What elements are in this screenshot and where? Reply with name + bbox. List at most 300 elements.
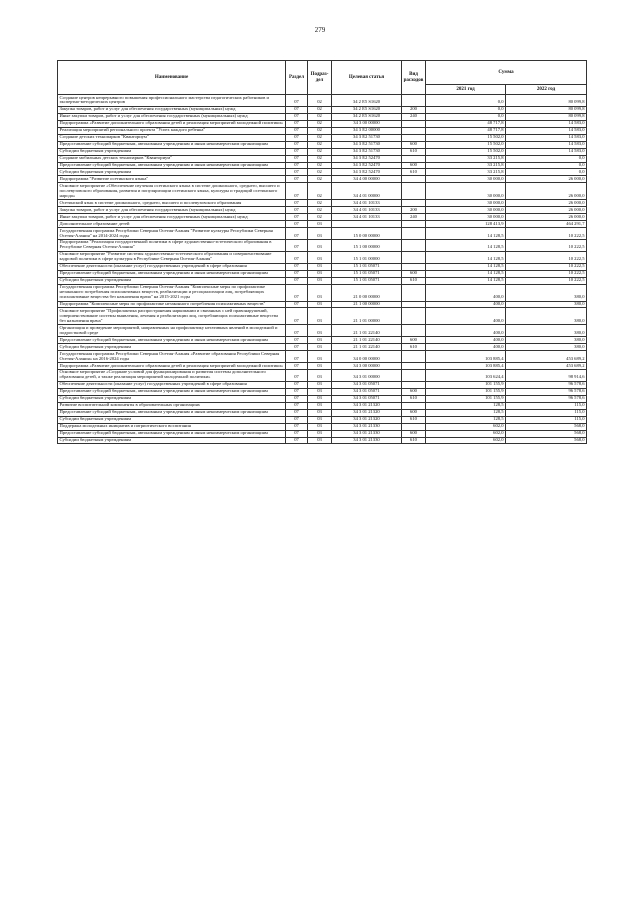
table-row <box>58 284 587 301</box>
row-name: Предоставление субсидий бюджетным, автономным учреждениям и иным некоммерческим организациям <box>58 337 286 344</box>
table-row <box>58 221 587 228</box>
row-sum-2022: 80 099,8 <box>506 95 587 107</box>
row-target-article: 34 2 E5 S1620 <box>332 113 402 120</box>
row-target-article: 34 3 01 21320 <box>332 416 402 423</box>
row-sum-2021: 128 413,9 <box>426 221 506 228</box>
row-name: Субсидии бюджетным учреждениям <box>58 148 286 155</box>
row-expense-type <box>402 325 426 337</box>
table-row <box>58 423 587 430</box>
row-subsection: 03 <box>308 263 332 270</box>
row-target-article: 34 3 01 00000 <box>332 369 402 381</box>
row-sum-2021: 400,0 <box>426 301 506 308</box>
row-subsection: 02 <box>308 162 332 169</box>
row-name: Государственная программа Республики Северная Осетия-Алания "Комплексные меры по профилактике незаконного потребления психоактивных веществ, реабилитации и ресоциализации лиц, потребляющих психоактивные вещества без назначения врача" на 2015-2021 годы <box>58 284 286 301</box>
row-subsection: 03 <box>308 270 332 277</box>
row-name: Основное мероприятие "Развитие системы художественно-эстетического образования и совершенствование кадровой политики в сфере культуры в Республике Северная Осетия-Алания" <box>58 251 286 263</box>
row-sum-2022: 380,0 <box>506 308 587 325</box>
row-target-article: 34 3 01 05071 <box>332 388 402 395</box>
row-target-article: 34 3 E2 51730 <box>332 141 402 148</box>
row-target-article: 21 1 01 22140 <box>332 344 402 351</box>
row-sum-2021: 602,0 <box>426 430 506 437</box>
row-expense-type: 200 <box>402 207 426 214</box>
row-sum-2022: 115,0 <box>506 416 587 423</box>
row-target-article: 34 2 E5 S1620 <box>332 95 402 107</box>
table-row <box>58 141 587 148</box>
row-name: Обеспечение деятельности (оказание услуг) государственных учреждений в сфере образования <box>58 381 286 388</box>
row-subsection: 03 <box>308 308 332 325</box>
row-sum-2022: 98 914,6 <box>506 369 587 381</box>
row-sum-2022: 0,0 <box>506 162 587 169</box>
row-target-article <box>332 221 402 228</box>
row-sum-2021: 400,0 <box>426 308 506 325</box>
row-subsection: 03 <box>308 344 332 351</box>
row-name: Субсидии бюджетным учреждениям <box>58 344 286 351</box>
row-name: Предоставление субсидий бюджетным, автономным учреждениям и иным некоммерческим организациям <box>58 430 286 437</box>
row-sum-2022: 26 000,0 <box>506 214 587 221</box>
row-section: 07 <box>286 141 308 148</box>
row-target-article: 21 1 01 22140 <box>332 337 402 344</box>
row-name: Государственная программа Республики Северная Осетия-Алания "Развитие культуры Республики Северная Осетия-Алания" на 2014-2024 годы <box>58 228 286 240</box>
row-section: 07 <box>286 344 308 351</box>
row-subsection: 03 <box>308 402 332 409</box>
row-sum-2022: 26 000,0 <box>506 183 587 200</box>
row-section: 07 <box>286 402 308 409</box>
row-expense-type: 600 <box>402 388 426 395</box>
row-subsection: 02 <box>308 148 332 155</box>
row-name: Иные закупки товаров, работ и услуг для обеспечения государственных (муниципальных) нужд <box>58 214 286 221</box>
row-name: Основное мероприятие «Обеспечение изучения осетинского языка в системе дошкольного, среднего, высшего и послевузовского образования, развития и популяризации осетинского языка, культуры и традиций осетинского народа» <box>58 183 286 200</box>
row-sum-2022: 26 000,0 <box>506 207 587 214</box>
row-sum-2022: 96 578,6 <box>506 395 587 402</box>
row-subsection: 03 <box>308 437 332 444</box>
row-expense-type <box>402 284 426 301</box>
row-section: 07 <box>286 183 308 200</box>
row-sum-2022: 453 689,2 <box>506 363 587 370</box>
row-section: 07 <box>286 95 308 107</box>
row-section: 07 <box>286 284 308 301</box>
row-name: Реализация мероприятий регионального проекта "Успех каждого ребенка" <box>58 127 286 134</box>
row-expense-type <box>402 127 426 134</box>
row-expense-type <box>402 301 426 308</box>
row-sum-2021: 101 155,9 <box>426 381 506 388</box>
row-target-article: 34 3 E2 00000 <box>332 127 402 134</box>
row-section: 07 <box>286 221 308 228</box>
row-sum-2021: 15 502,0 <box>426 134 506 141</box>
row-sum-2021: 14 128,5 <box>426 263 506 270</box>
header-year-2021: 2021 год <box>426 85 506 95</box>
table-row <box>58 325 587 337</box>
row-target-article: 34 3 E2 51730 <box>332 148 402 155</box>
row-sum-2021: 128,5 <box>426 402 506 409</box>
table-row <box>58 200 587 207</box>
row-subsection: 02 <box>308 176 332 183</box>
row-section: 07 <box>286 277 308 284</box>
budget-table <box>57 60 587 444</box>
row-target-article: 34 3 01 21330 <box>332 423 402 430</box>
row-section: 07 <box>286 409 308 416</box>
row-subsection: 03 <box>308 369 332 381</box>
row-expense-type: 600 <box>402 409 426 416</box>
row-sum-2021: 400,0 <box>426 284 506 301</box>
table-row <box>58 183 587 200</box>
row-sum-2021: 33 215,8 <box>426 155 506 162</box>
row-section: 07 <box>286 148 308 155</box>
table-row <box>58 388 587 395</box>
row-sum-2021: 30 000,0 <box>426 183 506 200</box>
row-sum-2022: 380,0 <box>506 344 587 351</box>
row-section: 07 <box>286 363 308 370</box>
row-sum-2022: 0,0 <box>506 169 587 176</box>
table-row <box>58 134 587 141</box>
row-name: Основное мероприятие «Создание условий для функционирования и развития системы дополнительного образования детей, а также реализация мероприятий молодежной политики» <box>58 369 286 381</box>
row-expense-type: 240 <box>402 214 426 221</box>
row-expense-type <box>402 228 426 240</box>
row-target-article: 34 3 01 21320 <box>332 409 402 416</box>
row-sum-2021: 30 000,0 <box>426 200 506 207</box>
row-subsection: 03 <box>308 409 332 416</box>
row-sum-2022: 80 099,8 <box>506 113 587 120</box>
row-sum-2021: 48 717,8 <box>426 120 506 127</box>
page-number: 279 <box>314 26 326 34</box>
row-subsection: 02 <box>308 183 332 200</box>
row-target-article: 34 3 00 00000 <box>332 120 402 127</box>
row-expense-type <box>402 263 426 270</box>
table-row <box>58 301 587 308</box>
row-section: 07 <box>286 395 308 402</box>
row-sum-2022: 14 583,0 <box>506 148 587 155</box>
row-sum-2021: 400,0 <box>426 344 506 351</box>
table-row <box>58 351 587 363</box>
row-sum-2021: 30 000,0 <box>426 176 506 183</box>
row-subsection: 02 <box>308 169 332 176</box>
row-name: Предоставление субсидий бюджетным, автономным учреждениям и иным некоммерческим организациям <box>58 270 286 277</box>
row-subsection: 03 <box>308 363 332 370</box>
row-section: 07 <box>286 388 308 395</box>
row-sum-2021: 0,0 <box>426 106 506 113</box>
table-row <box>58 228 587 240</box>
row-expense-type <box>402 251 426 263</box>
row-sum-2021: 30 000,0 <box>426 207 506 214</box>
table-row <box>58 127 587 134</box>
row-target-article: 34 3 01 05071 <box>332 381 402 388</box>
row-name: Подпрограмма «Развитие дополнительного образования детей и реализация мероприятий молодежной политики» <box>58 363 286 370</box>
row-target-article: 34 3 01 21320 <box>332 402 402 409</box>
row-subsection: 02 <box>308 134 332 141</box>
row-subsection: 03 <box>308 430 332 437</box>
row-expense-type <box>402 369 426 381</box>
row-name: Основное мероприятие "Профилактика распространения наркомании и связанных с ней правонарушений, совершенствование системы выявления, лечения и реабилитации лиц, потребляющих психоактивные вещества без назначения врача" <box>58 308 286 325</box>
row-name: Предоставление субсидий бюджетным, автономным учреждениям и иным некоммерческим организациям <box>58 162 286 169</box>
row-name: Предоставление субсидий бюджетным, автономным учреждениям и иным некоммерческим организациям <box>58 409 286 416</box>
row-expense-type: 610 <box>402 169 426 176</box>
row-target-article: 34 3 E2 51730 <box>332 134 402 141</box>
row-section: 07 <box>286 263 308 270</box>
row-section: 07 <box>286 270 308 277</box>
row-sum-2021: 400,0 <box>426 325 506 337</box>
row-subsection: 02 <box>308 127 332 134</box>
row-subsection: 02 <box>308 214 332 221</box>
row-expense-type: 610 <box>402 395 426 402</box>
row-section: 07 <box>286 120 308 127</box>
row-subsection: 03 <box>308 251 332 263</box>
row-expense-type <box>402 95 426 107</box>
row-expense-type: 610 <box>402 416 426 423</box>
row-target-article: 15 1 01 05071 <box>332 263 402 270</box>
row-sum-2021: 48 717,8 <box>426 127 506 134</box>
table-row <box>58 176 587 183</box>
row-subsection: 03 <box>308 325 332 337</box>
row-sum-2022: 14 583,0 <box>506 120 587 127</box>
row-expense-type: 600 <box>402 141 426 148</box>
row-sum-2021: 14 128,5 <box>426 239 506 251</box>
table-row <box>58 337 587 344</box>
row-subsection: 03 <box>308 301 332 308</box>
row-target-article: 21 1 01 22140 <box>332 325 402 337</box>
row-sum-2022: 380,0 <box>506 301 587 308</box>
row-subsection: 03 <box>308 395 332 402</box>
row-subsection: 02 <box>308 113 332 120</box>
row-expense-type: 240 <box>402 113 426 120</box>
row-subsection: 03 <box>308 381 332 388</box>
row-sum-2021: 30 000,0 <box>426 214 506 221</box>
row-expense-type <box>402 402 426 409</box>
row-name: Предоставление субсидий бюджетным, автономным учреждениям и иным некоммерческим организациям <box>58 388 286 395</box>
row-subsection: 03 <box>308 337 332 344</box>
row-sum-2021: 128,5 <box>426 409 506 416</box>
header-expense-type: Вид расходов <box>402 61 426 95</box>
row-sum-2021: 101 155,9 <box>426 395 506 402</box>
row-section: 07 <box>286 381 308 388</box>
row-sum-2021: 33 215,8 <box>426 162 506 169</box>
row-name: Предоставление субсидий бюджетным, автономным учреждениям и иным некоммерческим организациям <box>58 141 286 148</box>
row-name: Осетинский язык в системе дошкольного, среднего, высшего и послевузовского образования <box>58 200 286 207</box>
row-expense-type: 600 <box>402 337 426 344</box>
row-sum-2022: 380,0 <box>506 337 587 344</box>
row-section: 07 <box>286 228 308 240</box>
row-subsection: 03 <box>308 351 332 363</box>
row-sum-2021: 14 128,5 <box>426 277 506 284</box>
row-sum-2022: 115,0 <box>506 409 587 416</box>
row-name: Закупка товаров, работ и услуг для обеспечения государственных (муниципальных) нужд <box>58 207 286 214</box>
row-name: Государственная программа Республики Северная Осетия-Алания «Развитие образования Республики Северная Осетия-Алания» на 2016-2024 годы <box>58 351 286 363</box>
table-row <box>58 251 587 263</box>
row-sum-2021: 128,5 <box>426 416 506 423</box>
table-row <box>58 214 587 221</box>
row-name: Иные закупки товаров, работ и услуг для обеспечения государственных (муниципальных) нужд <box>58 113 286 120</box>
row-sum-2021: 33 215,8 <box>426 169 506 176</box>
row-sum-2021: 15 502,0 <box>426 148 506 155</box>
row-sum-2022: 80 099,8 <box>506 106 587 113</box>
row-subsection: 03 <box>308 228 332 240</box>
row-sum-2022: 380,0 <box>506 284 587 301</box>
row-sum-2022: 10 222,5 <box>506 263 587 270</box>
row-expense-type: 600 <box>402 430 426 437</box>
row-sum-2022: 10 222,5 <box>506 251 587 263</box>
row-sum-2021: 103 624,4 <box>426 369 506 381</box>
row-section: 07 <box>286 423 308 430</box>
row-target-article: 21 1 00 00000 <box>332 301 402 308</box>
table-row <box>58 95 587 107</box>
row-target-article: 34 3 E2 52470 <box>332 162 402 169</box>
row-target-article: 34 3 E2 52470 <box>332 169 402 176</box>
table-row <box>58 207 587 214</box>
row-subsection: 02 <box>308 141 332 148</box>
row-target-article: 15 0 00 00000 <box>332 228 402 240</box>
row-expense-type <box>402 183 426 200</box>
table-row <box>58 277 587 284</box>
header-name: Наименование <box>58 61 286 95</box>
row-name: Создание детских технопарков "Кванториум" <box>58 134 286 141</box>
row-sum-2022: 380,0 <box>506 325 587 337</box>
header-section: Раздел <box>286 61 308 95</box>
row-sum-2021: 14 128,5 <box>426 270 506 277</box>
row-expense-type: 600 <box>402 162 426 169</box>
table-row <box>58 344 587 351</box>
header-sum: Сумма <box>426 61 587 85</box>
row-subsection: 02 <box>308 207 332 214</box>
row-name: Поддержка молодежных инициатив и патриотического воспитания <box>58 423 286 430</box>
row-section: 07 <box>286 325 308 337</box>
row-section: 07 <box>286 113 308 120</box>
row-name: Подпрограмма «Развитие дополнительного образования детей и реализация мероприятий молодежной политики» <box>58 120 286 127</box>
row-section: 07 <box>286 251 308 263</box>
row-expense-type <box>402 423 426 430</box>
row-expense-type <box>402 176 426 183</box>
row-sum-2021: 400,0 <box>426 337 506 344</box>
table-row <box>58 402 587 409</box>
row-section: 07 <box>286 214 308 221</box>
row-sum-2022: 568,0 <box>506 437 587 444</box>
row-section: 07 <box>286 155 308 162</box>
table-row <box>58 113 587 120</box>
row-expense-type <box>402 351 426 363</box>
header-target-article: Целевая статья <box>332 61 402 95</box>
row-target-article: 34 4 01 10133 <box>332 200 402 207</box>
row-target-article: 34 4 01 10133 <box>332 214 402 221</box>
row-target-article: 34 3 01 21330 <box>332 437 402 444</box>
row-target-article: 34 4 01 00000 <box>332 183 402 200</box>
row-expense-type: 600 <box>402 270 426 277</box>
row-sum-2022: 10 222,5 <box>506 239 587 251</box>
row-sum-2021: 103 885,4 <box>426 351 506 363</box>
row-expense-type <box>402 120 426 127</box>
row-name: Создание центров непрерывного повышения профессионального мастерства педагогических работников и экспертно-методических центров <box>58 95 286 107</box>
row-subsection: 03 <box>308 277 332 284</box>
row-sum-2022: 14 583,0 <box>506 141 587 148</box>
row-sum-2021: 15 502,0 <box>426 141 506 148</box>
row-target-article: 21 1 01 00000 <box>332 308 402 325</box>
table-row <box>58 430 587 437</box>
table-row <box>58 169 587 176</box>
row-section: 07 <box>286 430 308 437</box>
table-row <box>58 381 587 388</box>
row-subsection: 02 <box>308 120 332 127</box>
row-sum-2022: 0,0 <box>506 155 587 162</box>
row-subsection: 03 <box>308 388 332 395</box>
row-target-article: 34 4 00 00000 <box>332 176 402 183</box>
row-expense-type <box>402 308 426 325</box>
row-target-article: 34 0 00 00000 <box>332 351 402 363</box>
row-sum-2022: 568,0 <box>506 423 587 430</box>
table-row <box>58 148 587 155</box>
row-subsection: 02 <box>308 106 332 113</box>
row-target-article: 34 3 01 05071 <box>332 395 402 402</box>
row-sum-2022: 14 583,0 <box>506 134 587 141</box>
row-section: 07 <box>286 351 308 363</box>
row-name: Подпрограмма "Развитие осетинского языка" <box>58 176 286 183</box>
row-sum-2022: 96 578,6 <box>506 381 587 388</box>
table-row <box>58 155 587 162</box>
row-section: 07 <box>286 169 308 176</box>
row-name: Субсидии бюджетным учреждениям <box>58 416 286 423</box>
row-section: 07 <box>286 106 308 113</box>
row-expense-type <box>402 239 426 251</box>
row-sum-2022: 14 583,0 <box>506 127 587 134</box>
row-target-article: 15 1 01 05071 <box>332 270 402 277</box>
row-name: Субсидии бюджетным учреждениям <box>58 437 286 444</box>
row-sum-2022: 26 000,0 <box>506 200 587 207</box>
row-section: 07 <box>286 162 308 169</box>
table-row <box>58 162 587 169</box>
table-row <box>58 106 587 113</box>
row-sum-2022: 453 689,2 <box>506 351 587 363</box>
row-section: 07 <box>286 127 308 134</box>
row-name: Обеспечение деятельности (оказание услуг) государственных учреждений в сфере образования <box>58 263 286 270</box>
row-subsection: 02 <box>308 200 332 207</box>
row-name: Субсидии бюджетным учреждениям <box>58 169 286 176</box>
row-section: 07 <box>286 437 308 444</box>
table-row <box>58 363 587 370</box>
row-sum-2021: 0,0 <box>426 95 506 107</box>
row-section: 07 <box>286 200 308 207</box>
row-target-article: 34 3 00 00000 <box>332 363 402 370</box>
row-expense-type: 610 <box>402 148 426 155</box>
table-row <box>58 409 587 416</box>
row-name: Субсидии бюджетным учреждениям <box>58 277 286 284</box>
row-section: 07 <box>286 239 308 251</box>
row-subsection: 03 <box>308 284 332 301</box>
row-target-article: 34 4 01 10133 <box>332 207 402 214</box>
row-section: 07 <box>286 176 308 183</box>
row-subsection: 03 <box>308 239 332 251</box>
row-expense-type <box>402 200 426 207</box>
row-subsection: 03 <box>308 423 332 430</box>
row-name: Дополнительное образование детей <box>58 221 286 228</box>
row-name: Организация и проведение мероприятий, направленных на профилактику негативных явлений в молодежной и подростковой среде <box>58 325 286 337</box>
table-row <box>58 270 587 277</box>
row-name: Создание мобильных детских технопарков "Кванториум" <box>58 155 286 162</box>
table-row <box>58 416 587 423</box>
row-expense-type: 610 <box>402 277 426 284</box>
row-section: 07 <box>286 207 308 214</box>
row-subsection: 03 <box>308 416 332 423</box>
row-sum-2022: 10 222,5 <box>506 228 587 240</box>
row-expense-type: 610 <box>402 344 426 351</box>
row-section: 07 <box>286 337 308 344</box>
row-expense-type <box>402 221 426 228</box>
row-name: Субсидии бюджетным учреждениям <box>58 395 286 402</box>
header-subsection: Подраз- дел <box>308 61 332 95</box>
row-sum-2021: 602,0 <box>426 423 506 430</box>
table-row <box>58 395 587 402</box>
table-row <box>58 263 587 270</box>
row-target-article: 21 0 00 00000 <box>332 284 402 301</box>
row-name: Подпрограмма "Комплексные меры по профилактике незаконного потребления психоактивных веществ" <box>58 301 286 308</box>
row-sum-2021: 14 128,5 <box>426 251 506 263</box>
row-name: Подпрограмма "Реализация государственной политики в сфере художественно-эстетического образования в Республике Северная Осетия-Алания" <box>58 239 286 251</box>
row-sum-2022: 96 578,6 <box>506 388 587 395</box>
row-sum-2022: 10 222,5 <box>506 270 587 277</box>
